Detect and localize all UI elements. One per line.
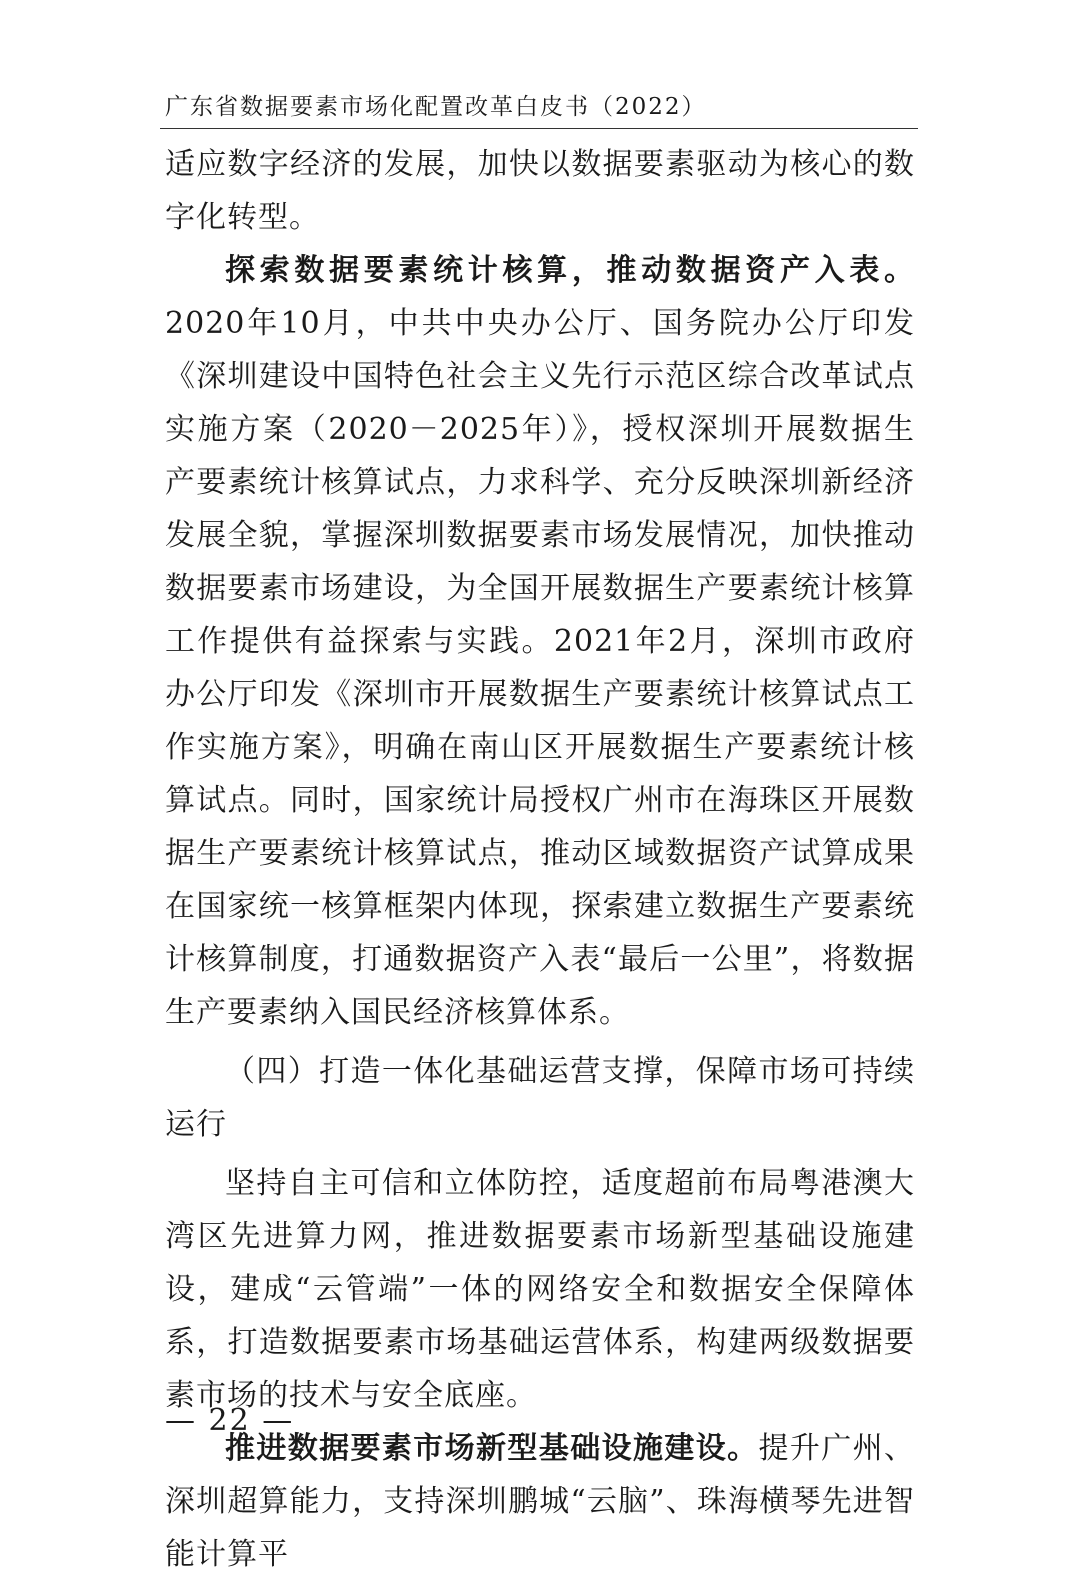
paragraph-intro: 适应数字经济的发展，加快以数据要素驱动为核心的数字化转型。 — [165, 147, 915, 235]
header-divider — [160, 128, 918, 129]
running-header: 广东省数据要素市场化配置改革白皮书（2022） — [165, 94, 707, 120]
paragraph-statistics-lead: 探索数据要素统计核算，推动数据资产入表。 — [225, 253, 915, 288]
paragraph-computing — [165, 1422, 915, 1581]
paragraph-statistics — [165, 244, 915, 1039]
page-number: — 22 — — [165, 1403, 295, 1438]
paragraph-infrastructure: 坚持自主可信和立体防控，适度超前布局粤港澳大湾区先进算力网，推进数据要素市场新型基础设施建设，建成“云管端”一体的网络安全和数据安全保障体系，打造数据要素市场基础运营体系，构建两级数据要素市场的技术与安全底座。 — [165, 1166, 915, 1413]
page-body — [165, 138, 915, 1581]
paragraph-computing-body: 提升广州、深圳超算能力，支持深圳鹏城“云脑”、珠海横琴先进智能计算平 — [165, 1431, 916, 1572]
paragraph-computing-lead: 推进数据要素市场新型基础设施建设。 — [225, 1431, 759, 1466]
section-heading: （四）打造一体化基础运营支撑，保障市场可持续运行 — [165, 1054, 915, 1142]
paragraph-statistics-body: 2020年10月，中共中央办公厅、国务院办公厅印发《深圳建设中国特色社会主义先行示范区综合改革试点实施方案（2020－2025年）》，授权深圳开展数据生产要素统计核算试点，力求科学、充分反映深圳新经济发展全貌，掌握深圳数据要素市场发展情况，加快推动数据要素市场建设，为全国开展数据生产要素统计核算工作提供有益探索与实践。2021年2月，深圳市政府办公厅印发《深圳市开展数据生产要素统计核算试点工作实施方案》，明确在南山区开展数据生产要素统计核算试点。同时，国家统计局授权广州市在海珠区开展数据生产要素统计核算试点，推动区域数据资产试算成果在国家统一核算框架内体现，探索建立数据生产要素统计核算制度，打通数据资产入表“最后一公里”，将数据生产要素纳入国民经济核算体系。 — [165, 306, 915, 1030]
